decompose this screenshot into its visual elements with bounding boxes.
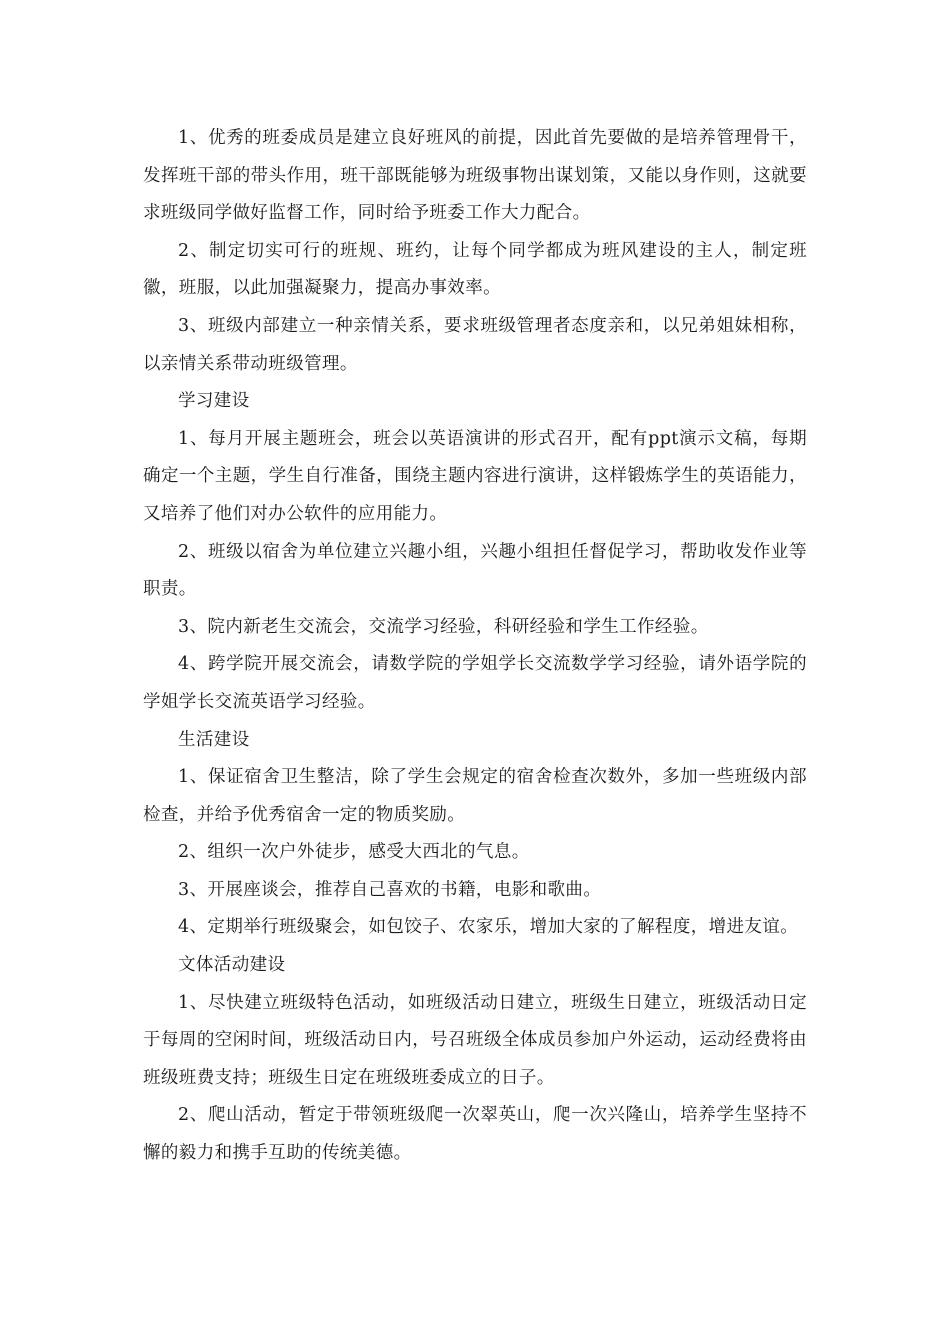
- paragraph-life-4: 4、定期举行班级聚会，如包饺子、农家乐，增加大家的了解程度，增进友谊。: [178, 917, 799, 938]
- paragraph-life-2: 2、组织一次户外徒步，感受大西北的气息。: [178, 842, 530, 863]
- paragraph-3: 3、班级内部建立一种亲情关系，要求班级管理者态度亲和，以兄弟姐妹相称，以亲情关系带动班级管理。: [143, 315, 807, 374]
- paragraph-study-3: 3、院内新老生交流会，交流学习经验，科研经验和学生工作经验。: [178, 616, 709, 637]
- paragraph-sports-1: 1、尽快建立班级特色活动，如班级活动日建立，班级生日建立，班级活动日定于每周的空闲时间，班级活动日内，号召班级全体成员参加户外运动，运动经费将由班级班费支持；班级生日定在班级班委成立的日子。: [143, 992, 807, 1088]
- document-body: [143, 120, 807, 1173]
- paragraph-2: 2、制定切实可行的班规、班约，让每个同学都成为班风建设的主人，制定班徽，班服，以此加强凝聚力，提高办事效率。: [143, 240, 807, 299]
- paragraph-study-4: 4、跨学院开展交流会，请数学院的学姐学长交流数学学习经验，请外语学院的学姐学长交流英语学习经验。: [143, 654, 807, 712]
- section-heading-life: 生活建设: [178, 729, 250, 750]
- paragraph-study-2: 2、班级以宿舍为单位建立兴趣小组，兴趣小组担任督促学习，帮助收发作业等职责。: [143, 541, 807, 600]
- section-heading-sports: 文体活动建设: [178, 955, 286, 976]
- paragraph-study-1: 1、每月开展主题班会，班会以英语演讲的形式召开，配有ppt演示文稿，每期确定一个主题，学生自行准备，围绕主题内容进行演讲，这样锻炼学生的英语能力，又培养了他们对办公软件的应用能力。: [143, 428, 807, 524]
- paragraph-life-1: 1、保证宿舍卫生整洁，除了学生会规定的宿舍检查次数外，多加一些班级内部检查，并给予优秀宿舍一定的物质奖励。: [143, 767, 807, 825]
- paragraph-1: 1、优秀的班委成员是建立良好班风的前提，因此首先要做的是培养管理骨干，发挥班干部的带头作用，班干部既能够为班级事物出谋划策，又能以身作则，这就要求班级同学做好监督工作，同时给予班委工作大力配合。: [143, 128, 807, 224]
- paragraph-sports-2: 2、爬山活动，暂定于带领班级爬一次翠英山，爬一次兴隆山，培养学生坚持不懈的毅力和携手互助的传统美德。: [143, 1105, 807, 1164]
- paragraph-life-3: 3、开展座谈会，推荐自己喜欢的书籍，电影和歌曲。: [178, 879, 602, 900]
- section-heading-study: 学习建设: [178, 391, 250, 412]
